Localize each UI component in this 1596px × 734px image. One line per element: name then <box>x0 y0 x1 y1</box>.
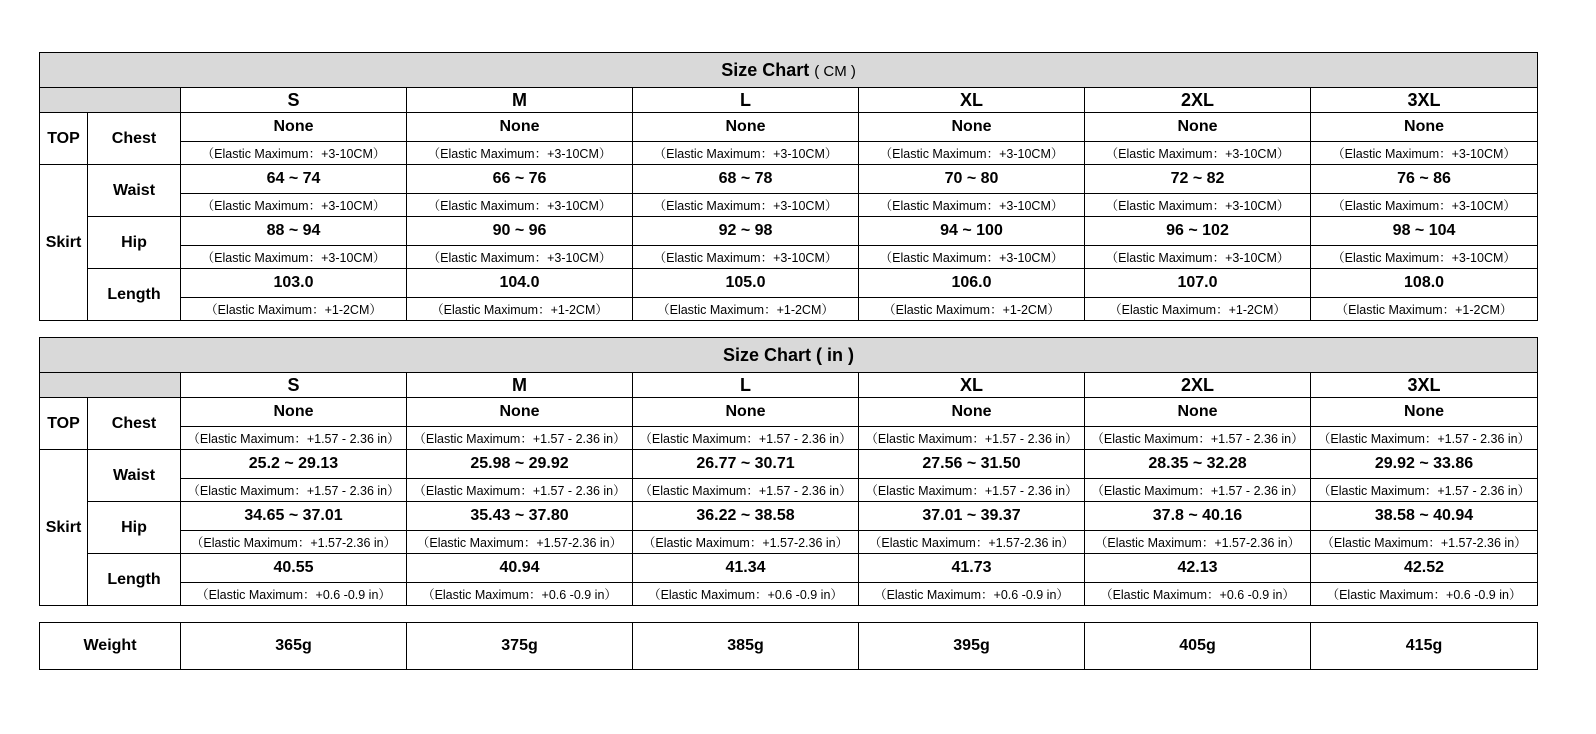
measure-hip-label: Hip <box>88 502 181 554</box>
hip-value: 34.65 ~ 37.01 <box>181 502 407 531</box>
weight-value: 365g <box>181 623 407 670</box>
chest-value: None <box>633 398 859 427</box>
measure-chest-label: Chest <box>88 113 181 165</box>
measure-chest-label: Chest <box>88 398 181 450</box>
group-skirt-label: Skirt <box>40 165 88 321</box>
length-value: 108.0 <box>1311 269 1538 298</box>
cm-title-unit: ( CM ) <box>814 62 856 80</box>
chest-note: （Elastic Maximum：+3-10CM） <box>407 142 633 165</box>
length-note: （Elastic Maximum：+1-2CM） <box>1311 298 1538 321</box>
hip-note: （Elastic Maximum：+3-10CM） <box>181 246 407 269</box>
in-table-title <box>40 338 1538 373</box>
waist-value: 64 ~ 74 <box>181 165 407 194</box>
chest-value: None <box>181 113 407 142</box>
size-header-m: M <box>407 88 633 113</box>
length-note: （Elastic Maximum：+0.6 -0.9 in） <box>859 583 1085 606</box>
size-header-3xl: 3XL <box>1311 88 1538 113</box>
hip-note: （Elastic Maximum：+3-10CM） <box>1311 246 1538 269</box>
weight-label: Weight <box>40 623 181 670</box>
waist-note: （Elastic Maximum：+1.57 - 2.36 in） <box>407 479 633 502</box>
group-top-label: TOP <box>40 113 88 165</box>
hip-note: （Elastic Maximum：+1.57-2.36 in） <box>181 531 407 554</box>
size-header-l: L <box>633 88 859 113</box>
size-header-3xl: 3XL <box>1311 373 1538 398</box>
hip-value: 94 ~ 100 <box>859 217 1085 246</box>
chest-value: None <box>407 398 633 427</box>
measure-hip-label: Hip <box>88 217 181 269</box>
hip-note: （Elastic Maximum：+1.57-2.36 in） <box>1311 531 1538 554</box>
weight-value: 415g <box>1311 623 1538 670</box>
waist-note: （Elastic Maximum：+3-10CM） <box>633 194 859 217</box>
waist-value: 29.92 ~ 33.86 <box>1311 450 1538 479</box>
waist-note: （Elastic Maximum：+3-10CM） <box>181 194 407 217</box>
size-header-xl: XL <box>859 88 1085 113</box>
cm-table-title <box>40 53 1538 88</box>
hip-note: （Elastic Maximum：+3-10CM） <box>1085 246 1311 269</box>
chest-value: None <box>1085 113 1311 142</box>
length-value: 42.52 <box>1311 554 1538 583</box>
waist-note: （Elastic Maximum：+1.57 - 2.36 in） <box>181 479 407 502</box>
length-note: （Elastic Maximum：+1-2CM） <box>407 298 633 321</box>
size-header-2xl: 2XL <box>1085 373 1311 398</box>
hip-value: 88 ~ 94 <box>181 217 407 246</box>
hip-value: 36.22 ~ 38.58 <box>633 502 859 531</box>
in-title-text: Size Chart <box>723 344 812 365</box>
length-note: （Elastic Maximum：+1-2CM） <box>859 298 1085 321</box>
hip-note: （Elastic Maximum：+1.57-2.36 in） <box>1085 531 1311 554</box>
hip-note: （Elastic Maximum：+3-10CM） <box>407 246 633 269</box>
measure-length-label: Length <box>88 554 181 606</box>
length-value: 106.0 <box>859 269 1085 298</box>
hip-note: （Elastic Maximum：+3-10CM） <box>859 246 1085 269</box>
size-header-s: S <box>181 373 407 398</box>
in-title-unit: ( in ) <box>816 344 855 365</box>
weight-value: 385g <box>633 623 859 670</box>
corner-cell <box>40 88 181 113</box>
group-skirt-label: Skirt <box>40 450 88 606</box>
length-note: （Elastic Maximum：+0.6 -0.9 in） <box>181 583 407 606</box>
waist-note: （Elastic Maximum：+3-10CM） <box>1311 194 1538 217</box>
cm-title-text: Size Chart <box>721 59 810 80</box>
waist-note: （Elastic Maximum：+1.57 - 2.36 in） <box>1085 479 1311 502</box>
chest-note: （Elastic Maximum：+1.57 - 2.36 in） <box>633 427 859 450</box>
hip-value: 90 ~ 96 <box>407 217 633 246</box>
length-note: （Elastic Maximum：+0.6 -0.9 in） <box>633 583 859 606</box>
waist-value: 72 ~ 82 <box>1085 165 1311 194</box>
waist-note: （Elastic Maximum：+1.57 - 2.36 in） <box>859 479 1085 502</box>
waist-value: 28.35 ~ 32.28 <box>1085 450 1311 479</box>
chest-value: None <box>859 113 1085 142</box>
length-note: （Elastic Maximum：+0.6 -0.9 in） <box>407 583 633 606</box>
chest-note: （Elastic Maximum：+3-10CM） <box>1311 142 1538 165</box>
hip-note: （Elastic Maximum：+1.57-2.36 in） <box>633 531 859 554</box>
chest-value: None <box>1085 398 1311 427</box>
weight-value: 375g <box>407 623 633 670</box>
chest-value: None <box>1311 113 1538 142</box>
length-value: 42.13 <box>1085 554 1311 583</box>
length-value: 41.34 <box>633 554 859 583</box>
chest-value: None <box>407 113 633 142</box>
length-value: 40.55 <box>181 554 407 583</box>
waist-note: （Elastic Maximum：+1.57 - 2.36 in） <box>633 479 859 502</box>
size-header-s: S <box>181 88 407 113</box>
weight-value: 395g <box>859 623 1085 670</box>
size-chart-in-table <box>39 337 1538 606</box>
chest-value: None <box>1311 398 1538 427</box>
waist-note: （Elastic Maximum：+1.57 - 2.36 in） <box>1311 479 1538 502</box>
chest-note: （Elastic Maximum：+1.57 - 2.36 in） <box>859 427 1085 450</box>
waist-value: 70 ~ 80 <box>859 165 1085 194</box>
chest-note: （Elastic Maximum：+1.57 - 2.36 in） <box>181 427 407 450</box>
length-note: （Elastic Maximum：+1-2CM） <box>181 298 407 321</box>
length-value: 103.0 <box>181 269 407 298</box>
length-value: 105.0 <box>633 269 859 298</box>
weight-table <box>39 622 1538 670</box>
chest-note: （Elastic Maximum：+1.57 - 2.36 in） <box>1311 427 1538 450</box>
chest-note: （Elastic Maximum：+3-10CM） <box>1085 142 1311 165</box>
chest-value: None <box>859 398 1085 427</box>
size-header-xl: XL <box>859 373 1085 398</box>
chest-note: （Elastic Maximum：+1.57 - 2.36 in） <box>407 427 633 450</box>
hip-value: 98 ~ 104 <box>1311 217 1538 246</box>
hip-note: （Elastic Maximum：+1.57-2.36 in） <box>859 531 1085 554</box>
length-note: （Elastic Maximum：+1-2CM） <box>1085 298 1311 321</box>
hip-value: 35.43 ~ 37.80 <box>407 502 633 531</box>
group-top-label: TOP <box>40 398 88 450</box>
waist-note: （Elastic Maximum：+3-10CM） <box>407 194 633 217</box>
waist-value: 25.98 ~ 29.92 <box>407 450 633 479</box>
chest-note: （Elastic Maximum：+3-10CM） <box>181 142 407 165</box>
length-value: 107.0 <box>1085 269 1311 298</box>
hip-value: 37.8 ~ 40.16 <box>1085 502 1311 531</box>
chest-note: （Elastic Maximum：+3-10CM） <box>859 142 1085 165</box>
waist-note: （Elastic Maximum：+3-10CM） <box>1085 194 1311 217</box>
chest-note: （Elastic Maximum：+1.57 - 2.36 in） <box>1085 427 1311 450</box>
weight-value: 405g <box>1085 623 1311 670</box>
corner-cell <box>40 373 181 398</box>
chest-note: （Elastic Maximum：+3-10CM） <box>633 142 859 165</box>
waist-value: 76 ~ 86 <box>1311 165 1538 194</box>
length-note: （Elastic Maximum：+0.6 -0.9 in） <box>1311 583 1538 606</box>
waist-value: 68 ~ 78 <box>633 165 859 194</box>
waist-value: 66 ~ 76 <box>407 165 633 194</box>
measure-waist-label: Waist <box>88 450 181 502</box>
size-chart-cm-table <box>39 52 1538 321</box>
hip-value: 92 ~ 98 <box>633 217 859 246</box>
hip-value: 96 ~ 102 <box>1085 217 1311 246</box>
length-value: 41.73 <box>859 554 1085 583</box>
chest-value: None <box>181 398 407 427</box>
length-note: （Elastic Maximum：+0.6 -0.9 in） <box>1085 583 1311 606</box>
measure-length-label: Length <box>88 269 181 321</box>
hip-note: （Elastic Maximum：+1.57-2.36 in） <box>407 531 633 554</box>
hip-note: （Elastic Maximum：+3-10CM） <box>633 246 859 269</box>
length-value: 104.0 <box>407 269 633 298</box>
chest-value: None <box>633 113 859 142</box>
waist-value: 27.56 ~ 31.50 <box>859 450 1085 479</box>
waist-value: 25.2 ~ 29.13 <box>181 450 407 479</box>
hip-value: 37.01 ~ 39.37 <box>859 502 1085 531</box>
waist-note: （Elastic Maximum：+3-10CM） <box>859 194 1085 217</box>
length-note: （Elastic Maximum：+1-2CM） <box>633 298 859 321</box>
size-header-2xl: 2XL <box>1085 88 1311 113</box>
waist-value: 26.77 ~ 30.71 <box>633 450 859 479</box>
size-header-l: L <box>633 373 859 398</box>
length-value: 40.94 <box>407 554 633 583</box>
hip-value: 38.58 ~ 40.94 <box>1311 502 1538 531</box>
measure-waist-label: Waist <box>88 165 181 217</box>
size-header-m: M <box>407 373 633 398</box>
